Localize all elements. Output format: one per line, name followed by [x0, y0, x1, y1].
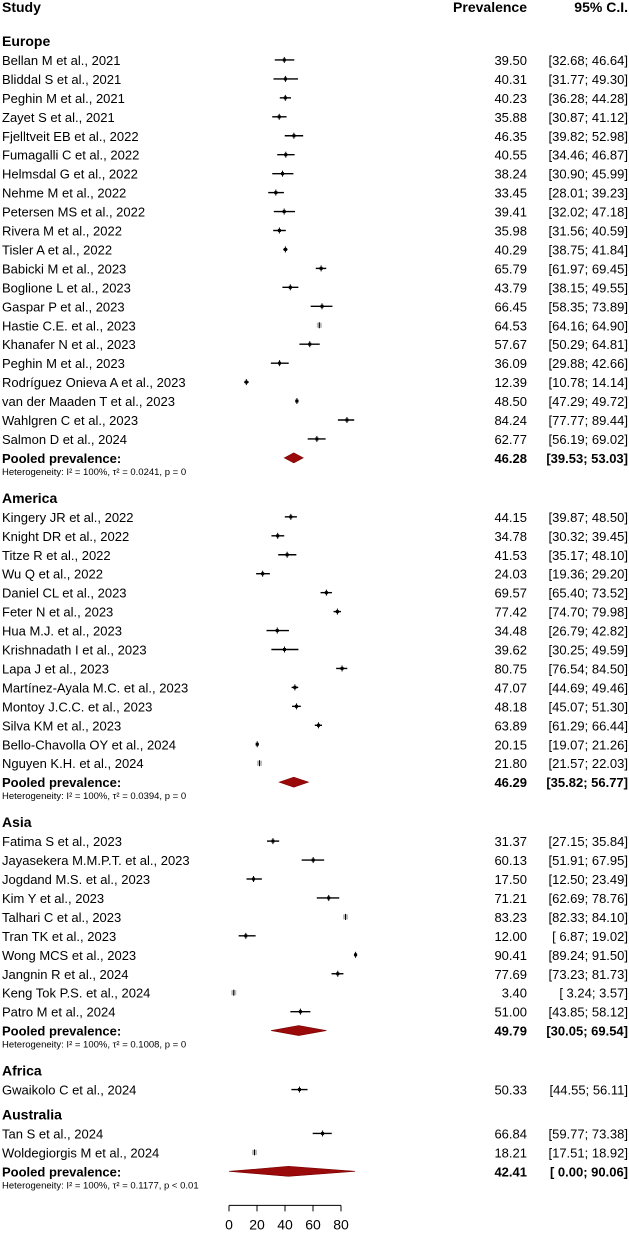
ci-value: [38.75; 41.84] — [548, 242, 628, 258]
prevalence-value: 35.88 — [494, 109, 527, 125]
ci-value: [77.77; 89.44] — [548, 413, 628, 428]
group-title: Europe — [2, 33, 51, 49]
ci-value: [12.50; 23.49] — [548, 872, 628, 887]
study-label: Hua M.J. et al., 2023 — [2, 623, 122, 639]
study-row — [2, 834, 628, 849]
prevalence-value: 40.23 — [494, 90, 527, 106]
axis-tick-label: 0 — [225, 1216, 233, 1233]
prevalence-value: 39.41 — [494, 204, 527, 220]
study-label: Rivera M et al., 2022 — [2, 223, 122, 239]
ci-value: [58.35; 73.89] — [548, 299, 628, 315]
pooled-diamond — [284, 453, 303, 463]
study-label: Keng Tok P.S. et al., 2024 — [2, 985, 151, 1001]
study-row — [2, 261, 628, 276]
ci-value: [38.15; 49.55] — [548, 280, 628, 296]
study-row — [2, 548, 628, 563]
study-row — [2, 1126, 628, 1141]
prevalence-value: 41.53 — [494, 547, 527, 563]
heterogeneity-text: Heterogeneity: I² = 100%, τ² = 0.0241, p = 0 — [2, 466, 187, 478]
prevalence-value: 65.79 — [494, 261, 527, 277]
ci-value: [36.28; 44.28] — [548, 90, 628, 106]
pooled-prevalence-value: 46.29 — [494, 775, 527, 791]
study-label: Nehme M et al., 2022 — [2, 185, 127, 201]
study-row — [2, 910, 628, 925]
pooled-row — [2, 451, 628, 466]
study-label: Montoy J.C.C. et al., 2023 — [2, 699, 153, 715]
pooled-prevalence-value: 42.41 — [494, 1164, 527, 1180]
pooled-label: Pooled prevalence: — [2, 775, 122, 791]
study-row — [2, 948, 628, 963]
prevalence-value: 90.41 — [494, 947, 527, 963]
study-label: Fumagalli C et al., 2022 — [2, 147, 140, 163]
header-prevalence: Prevalence — [453, 0, 527, 15]
study-row — [2, 1083, 628, 1098]
ci-value: [19.07; 21.26] — [548, 737, 628, 753]
group-title: Africa — [2, 1062, 42, 1079]
ci-value: [32.68; 46.64] — [548, 52, 628, 68]
ci-value: [39.82; 52.98] — [548, 128, 628, 144]
study-label: Rodríguez Onieva A et al., 2023 — [2, 375, 186, 391]
study-label: Fatima S et al., 2023 — [2, 834, 122, 850]
study-row — [2, 280, 628, 295]
study-label: Helmsdal G et al., 2022 — [2, 166, 138, 182]
pooled-ci-value: [39.53; 53.03] — [546, 450, 628, 466]
header-study: Study — [2, 0, 41, 15]
pooled-label: Pooled prevalence: — [2, 1023, 122, 1039]
study-label: Daniel CL et al., 2023 — [2, 585, 127, 601]
study-label: Bellan M et al., 2021 — [2, 52, 121, 68]
ci-value: [30.87; 41.12] — [548, 109, 628, 125]
study-row — [2, 718, 628, 733]
study-label: Wong MCS et al., 2023 — [2, 947, 137, 963]
study-row — [2, 375, 628, 390]
pooled-row — [2, 775, 628, 790]
ci-value: [17.51; 18.92] — [548, 1145, 628, 1161]
ci-value: [21.57; 22.03] — [548, 756, 628, 772]
ci-value: [31.56; 40.59] — [548, 223, 628, 239]
ci-value: [56.19; 69.02] — [548, 431, 628, 447]
prevalence-value: 84.24 — [494, 413, 527, 428]
header-row — [2, 0, 628, 15]
axis-tick-label: 40 — [277, 1216, 293, 1233]
ci-value: [43.85; 58.12] — [548, 1004, 628, 1020]
axis-tick-label: 60 — [305, 1216, 321, 1233]
study-label: Feter N et al., 2023 — [2, 604, 114, 620]
study-row — [2, 929, 628, 944]
ci-value: [47.29; 49.72] — [548, 394, 628, 410]
prevalence-value: 3.40 — [501, 985, 527, 1001]
pooled-label: Pooled prevalence: — [2, 1164, 122, 1180]
ci-value: [32.02; 47.18] — [548, 204, 628, 220]
pooled-prevalence-value: 49.79 — [494, 1023, 527, 1039]
study-row — [2, 1005, 628, 1020]
study-label: Bliddal S et al., 2021 — [2, 71, 122, 87]
prevalence-value: 39.62 — [494, 642, 527, 658]
study-row — [2, 91, 628, 106]
ci-value: [30.25; 49.59] — [548, 642, 628, 658]
study-label: Krishnadath I et al., 2023 — [2, 642, 147, 658]
study-label: van der Maaden T et al., 2023 — [2, 394, 175, 410]
ci-value: [50.29; 64.81] — [548, 337, 628, 353]
study-label: Lapa J et al., 2023 — [2, 661, 109, 677]
pooled-ci-value: [30.05; 69.54] — [546, 1023, 628, 1039]
study-row — [2, 318, 628, 333]
prevalence-value: 69.57 — [494, 585, 527, 601]
study-row — [2, 167, 628, 182]
prevalence-value: 66.84 — [494, 1126, 527, 1142]
pooled-ci-value: [ 0.00; 90.06] — [549, 1164, 628, 1180]
study-row — [2, 529, 628, 544]
prevalence-value: 71.21 — [494, 890, 527, 906]
study-row — [2, 186, 628, 201]
prevalence-value: 34.48 — [494, 623, 527, 639]
prevalence-value: 64.53 — [494, 318, 527, 334]
study-label: Hastie C.E. et al., 2023 — [2, 318, 136, 334]
ci-value: [35.17; 48.10] — [548, 547, 628, 563]
study-label: Patro M et al., 2024 — [2, 1004, 116, 1020]
prevalence-value: 66.45 — [494, 299, 527, 315]
prevalence-value: 44.15 — [494, 509, 527, 525]
axis-tick-label: 80 — [333, 1216, 349, 1233]
prevalence-value: 80.75 — [494, 661, 527, 677]
study-row — [2, 129, 628, 144]
ci-value: [62.69; 78.76] — [548, 890, 628, 906]
study-label: Peghin M et al., 2023 — [2, 356, 125, 372]
prevalence-value: 20.15 — [494, 737, 527, 753]
prevalence-value: 35.98 — [494, 223, 527, 239]
study-label: Nguyen K.H. et al., 2024 — [2, 756, 144, 772]
study-label: Titze R et al., 2022 — [2, 547, 111, 563]
prevalence-value: 40.29 — [494, 242, 527, 258]
study-row — [2, 680, 628, 695]
prevalence-value: 77.69 — [494, 966, 527, 982]
study-row — [2, 853, 628, 868]
study-row — [2, 756, 628, 771]
pooled-row — [2, 1024, 628, 1039]
study-row — [2, 394, 628, 409]
ci-value: [ 6.87; 19.02] — [552, 928, 628, 944]
ci-value: [64.16; 64.90] — [548, 318, 628, 334]
prevalence-value: 60.13 — [494, 853, 527, 869]
overall-pooled-row — [2, 1164, 628, 1179]
prevalence-value: 48.18 — [494, 699, 527, 715]
study-row — [2, 356, 628, 371]
prevalence-value: 77.42 — [494, 604, 527, 620]
ci-value: [65.40; 73.52] — [548, 585, 628, 601]
study-label: Gwaikolo C et al., 2024 — [2, 1082, 137, 1098]
study-label: Jogdand M.S. et al., 2023 — [2, 872, 151, 887]
prevalence-value: 38.24 — [494, 166, 527, 182]
study-row — [2, 1145, 628, 1160]
ci-value: [45.07; 51.30] — [548, 699, 628, 715]
ci-value: [19.36; 29.20] — [548, 566, 628, 582]
prevalence-value: 50.33 — [494, 1082, 527, 1098]
prevalence-value: 47.07 — [494, 680, 527, 696]
x-axis — [225, 1205, 349, 1232]
ci-value: [10.78; 14.14] — [548, 375, 628, 391]
ci-value: [30.90; 45.99] — [548, 166, 628, 182]
study-label: Talhari C et al., 2023 — [2, 909, 122, 925]
ci-value: [29.88; 42.66] — [548, 356, 628, 372]
prevalence-value: 36.09 — [494, 356, 527, 372]
ci-value: [76.54; 84.50] — [548, 661, 628, 677]
study-row — [2, 567, 628, 582]
study-row — [2, 986, 628, 1001]
prevalence-value: 12.39 — [494, 375, 527, 391]
prevalence-value: 39.50 — [494, 52, 527, 68]
prevalence-value: 24.03 — [494, 566, 527, 582]
study-label: Salmon D et al., 2024 — [2, 431, 128, 447]
forest-rows — [2, 33, 628, 1191]
study-row — [2, 605, 628, 620]
study-row — [2, 872, 628, 887]
ci-value: [31.77; 49.30] — [548, 71, 628, 87]
ci-value: [44.69; 49.46] — [548, 680, 628, 696]
study-row — [2, 737, 628, 752]
study-row — [2, 110, 628, 125]
pooled-diamond — [229, 1166, 355, 1176]
study-label: Gaspar P et al., 2023 — [2, 299, 125, 315]
prevalence-value: 40.31 — [494, 71, 527, 87]
study-label: Wahlgren C et al., 2023 — [2, 413, 139, 428]
study-label: Zayet S et al., 2021 — [2, 109, 115, 125]
study-label: Knight DR et al., 2022 — [2, 528, 130, 544]
prevalence-value: 46.35 — [494, 128, 527, 144]
prevalence-value: 33.45 — [494, 185, 527, 201]
study-label: Jayasekera M.M.P.T. et al., 2023 — [2, 853, 190, 869]
ci-value: [34.46; 46.87] — [548, 147, 628, 163]
heterogeneity-text: Heterogeneity: I² = 100%, τ² = 0.1008, p = 0 — [2, 1039, 187, 1051]
study-label: Jangnin R et al., 2024 — [2, 966, 129, 982]
study-label: Bello-Chavolla OY et al., 2024 — [2, 737, 176, 753]
study-row — [2, 699, 628, 714]
ci-value: [27.15; 35.84] — [548, 834, 628, 850]
ci-value: [28.01; 39.23] — [548, 185, 628, 201]
prevalence-value: 48.50 — [494, 394, 527, 410]
ci-value: [30.32; 39.45] — [548, 528, 628, 544]
prevalence-value: 17.50 — [494, 872, 527, 887]
study-label: Kingery JR et al., 2022 — [2, 509, 134, 525]
study-label: Petersen MS et al., 2022 — [2, 204, 146, 220]
study-label: Khanafer N et al., 2023 — [2, 337, 136, 353]
study-row — [2, 337, 628, 352]
ci-value: [26.79; 42.82] — [548, 623, 628, 639]
ci-value: [73.23; 81.73] — [548, 966, 628, 982]
prevalence-value: 12.00 — [494, 928, 527, 944]
study-row — [2, 242, 628, 257]
study-row — [2, 643, 628, 658]
study-label: Martínez-Ayala M.C. et al., 2023 — [2, 680, 189, 696]
study-label: Fjelltveit EB et al., 2022 — [2, 128, 139, 144]
prevalence-value: 62.77 — [494, 431, 527, 447]
prevalence-value: 31.37 — [494, 834, 527, 850]
pooled-ci-value: [35.82; 56.77] — [546, 775, 628, 791]
study-row — [2, 148, 628, 163]
study-row — [2, 224, 628, 239]
group-title: Asia — [2, 814, 32, 831]
axis-tick-label: 20 — [249, 1216, 265, 1233]
pooled-prevalence-value: 46.28 — [494, 450, 527, 466]
prevalence-value: 63.89 — [494, 718, 527, 734]
prevalence-value: 83.23 — [494, 909, 527, 925]
ci-value: [61.29; 66.44] — [548, 718, 628, 734]
study-label: Peghin M et al., 2021 — [2, 90, 125, 106]
study-label: Woldegiorgis M et al., 2024 — [2, 1145, 160, 1161]
heterogeneity-text: Heterogeneity: I² = 100%, τ² = 0.0394, p = 0 — [2, 791, 187, 803]
overall-heterogeneity-text: Heterogeneity: I² = 100%, τ² = 0.1177, p < 0.01 — [2, 1180, 199, 1192]
ci-value: [89.24; 91.50] — [548, 947, 628, 963]
prevalence-value: 51.00 — [494, 1004, 527, 1020]
study-label: Babicki M et al., 2023 — [2, 261, 127, 277]
ci-value: [74.70; 79.98] — [548, 604, 628, 620]
prevalence-value: 57.67 — [494, 337, 527, 353]
study-label: Wu Q et al., 2022 — [2, 566, 103, 582]
study-row — [2, 891, 628, 906]
study-label: Tran TK et al., 2023 — [2, 928, 117, 944]
pooled-diamond — [279, 777, 308, 787]
group-title: America — [2, 489, 58, 506]
ci-value: [82.33; 84.10] — [548, 909, 628, 925]
study-label: Tan S et al., 2024 — [2, 1126, 104, 1142]
study-row — [2, 72, 628, 87]
prevalence-value: 21.80 — [494, 756, 527, 772]
prevalence-value: 34.78 — [494, 528, 527, 544]
pooled-diamond — [271, 1026, 326, 1036]
prevalence-value: 40.55 — [494, 147, 527, 163]
study-label: Boglione L et al., 2023 — [2, 280, 131, 296]
study-row — [2, 586, 628, 601]
study-row — [2, 205, 628, 220]
ci-value: [51.91; 67.95] — [548, 853, 628, 869]
ci-value: [61.97; 69.45] — [548, 261, 628, 277]
group-title: Australia — [2, 1106, 62, 1123]
ci-value: [39.87; 48.50] — [548, 509, 628, 525]
study-row — [2, 967, 628, 982]
study-row — [2, 53, 628, 68]
ci-value: [ 3.24; 3.57] — [559, 985, 628, 1001]
study-row — [2, 661, 628, 676]
prevalence-value: 18.21 — [494, 1145, 527, 1161]
study-row — [2, 413, 628, 428]
ci-value: [59.77; 73.38] — [548, 1126, 628, 1142]
study-label: Silva KM et al., 2023 — [2, 718, 122, 734]
study-label: Tisler A et al., 2022 — [2, 242, 113, 258]
study-row — [2, 432, 628, 447]
study-row — [2, 624, 628, 639]
study-row — [2, 510, 628, 525]
study-label: Kim Y et al., 2023 — [2, 890, 105, 906]
pooled-label: Pooled prevalence: — [2, 450, 122, 466]
prevalence-value: 43.79 — [494, 280, 527, 296]
header-ci: 95% C.I. — [574, 0, 628, 15]
ci-value: [44.55; 56.11] — [549, 1082, 628, 1098]
study-row — [2, 299, 628, 314]
